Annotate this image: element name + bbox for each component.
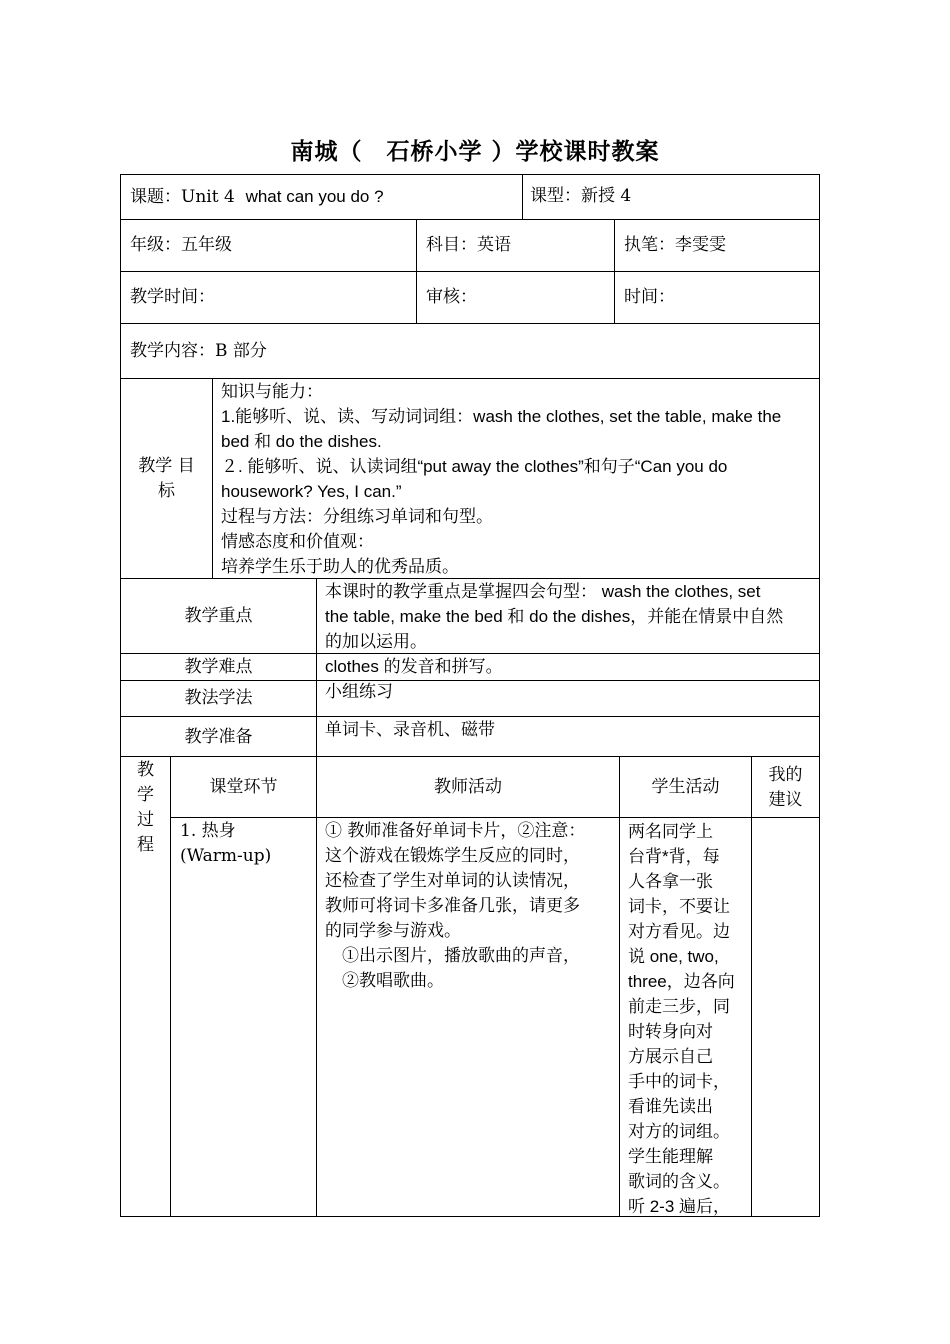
student-activity-line: 听 2-3 遍后， bbox=[628, 1197, 731, 1216]
teaching-content-cell: 教学内容：B 部分 bbox=[130, 341, 267, 361]
header-my-suggestion: 我的 建议 bbox=[768, 765, 803, 810]
review-cell: 审核： bbox=[426, 287, 477, 307]
student-activity-line: 台背*背，每 bbox=[628, 847, 720, 866]
key-points-label: 教学重点 bbox=[184, 606, 253, 626]
header-student-activity: 学生活动 bbox=[651, 777, 720, 797]
student-activity-line: 两名同学上 bbox=[628, 822, 713, 841]
student-activity-line: 看谁先读出 bbox=[628, 1097, 713, 1116]
objective-line: 1.能够听、说、读、写动词词组：wash the clothes, set the table, make the bbox=[221, 407, 782, 426]
teaching-time-cell: 教学时间： bbox=[130, 287, 215, 307]
objectives-content bbox=[221, 379, 781, 579]
subject-cell: 科目：英语 bbox=[426, 235, 511, 255]
student-activity-line: three，边各向 bbox=[628, 972, 735, 991]
lesson-type-cell bbox=[530, 184, 631, 209]
prep-label: 教学准备 bbox=[184, 727, 253, 747]
student-activity-line: 对方看见。边 bbox=[628, 922, 730, 941]
difficulty-label: 教学难点 bbox=[184, 657, 253, 677]
teacher-activity-line: ①出示图片，播放歌曲的声音， bbox=[325, 946, 580, 966]
objective-line: 过程与方法：分组练习单词和句型。 bbox=[221, 507, 493, 526]
topic-unit: Unit 4 bbox=[181, 187, 235, 207]
prep-value: 单词卡、录音机、磁带 bbox=[325, 720, 495, 740]
objective-line: housework? Yes, I can.” bbox=[221, 482, 402, 501]
student-activity-line: 前走三步，同 bbox=[628, 997, 730, 1016]
objective-line: 知识与能力： bbox=[221, 382, 323, 401]
objective-line: 情感态度和价值观： bbox=[221, 532, 374, 551]
header-stage: 课堂环节 bbox=[209, 777, 278, 797]
key-point-line: 本课时的教学重点是掌握四会句型： wash the clothes, set bbox=[325, 582, 761, 601]
teacher-activity-content bbox=[325, 819, 585, 994]
objective-line: bed 和 do the dishes. bbox=[221, 432, 382, 451]
teacher-activity-line: ① 教师准备好单词卡片，②注意： bbox=[325, 821, 586, 841]
key-point-line: the table, make the bed 和 do the dishes，并能在情景中自然 bbox=[325, 607, 784, 626]
topic-label: 课题： bbox=[130, 187, 181, 207]
student-activity-line: 说 one, two, bbox=[628, 947, 719, 966]
process-label: 教 学 过 程 bbox=[137, 760, 154, 855]
date-cell: 时间： bbox=[624, 287, 675, 307]
lesson-type-value: 新授 4 bbox=[581, 186, 632, 206]
author-cell: 执笔：李雯雯 bbox=[624, 235, 726, 255]
student-activity-line: 方展示自己 bbox=[628, 1047, 713, 1066]
grade-cell: 年级：五年级 bbox=[130, 235, 232, 255]
teacher-activity-line: 教师可将词卡多准备几张，请更多 bbox=[325, 896, 580, 916]
student-activity-content bbox=[628, 819, 735, 1219]
teacher-activity-line: 的同学参与游戏。 bbox=[325, 921, 461, 941]
header-teacher-activity: 教师活动 bbox=[434, 777, 502, 797]
student-activity-line: 手中的词卡， bbox=[628, 1072, 730, 1091]
method-label: 教法学法 bbox=[184, 688, 253, 708]
method-value: 小组练习 bbox=[325, 682, 393, 702]
key-points-content bbox=[325, 579, 783, 654]
document-title: 南城（ 石桥小学 ）学校课时教案 bbox=[290, 139, 660, 165]
topic-question: what can you do ? bbox=[245, 187, 384, 206]
student-activity-line: 学生能理解 bbox=[628, 1147, 713, 1166]
topic-cell bbox=[130, 184, 384, 210]
objective-line: ２. 能够听、说、认读词组“put away the clothes”和句子“Can you do bbox=[221, 457, 728, 476]
stage-warm-up: 1. 热身 (Warm-up) bbox=[180, 821, 272, 866]
student-activity-line: 人各拿一张 bbox=[628, 872, 713, 891]
student-activity-line: 时转身向对 bbox=[628, 1022, 713, 1041]
key-point-line: 的加以运用。 bbox=[325, 632, 427, 651]
teacher-activity-line: 还检查了学生对单词的认读情况， bbox=[325, 871, 580, 891]
student-activity-line: 词卡，不要让 bbox=[628, 897, 730, 916]
objective-line: 培养学生乐于助人的优秀品质。 bbox=[221, 557, 459, 576]
teacher-activity-line: ②教唱歌曲。 bbox=[325, 971, 444, 991]
student-activity-line: 歌词的含义。 bbox=[628, 1172, 730, 1191]
lesson-type-label: 课型： bbox=[530, 186, 581, 206]
teacher-activity-line: 这个游戏在锻炼学生反应的同时， bbox=[325, 846, 580, 866]
difficulty-value: clothes 的发音和拼写。 bbox=[325, 657, 503, 676]
student-activity-line: 对方的词组。 bbox=[628, 1122, 730, 1141]
objectives-label: 教学 目 标 bbox=[138, 456, 195, 501]
